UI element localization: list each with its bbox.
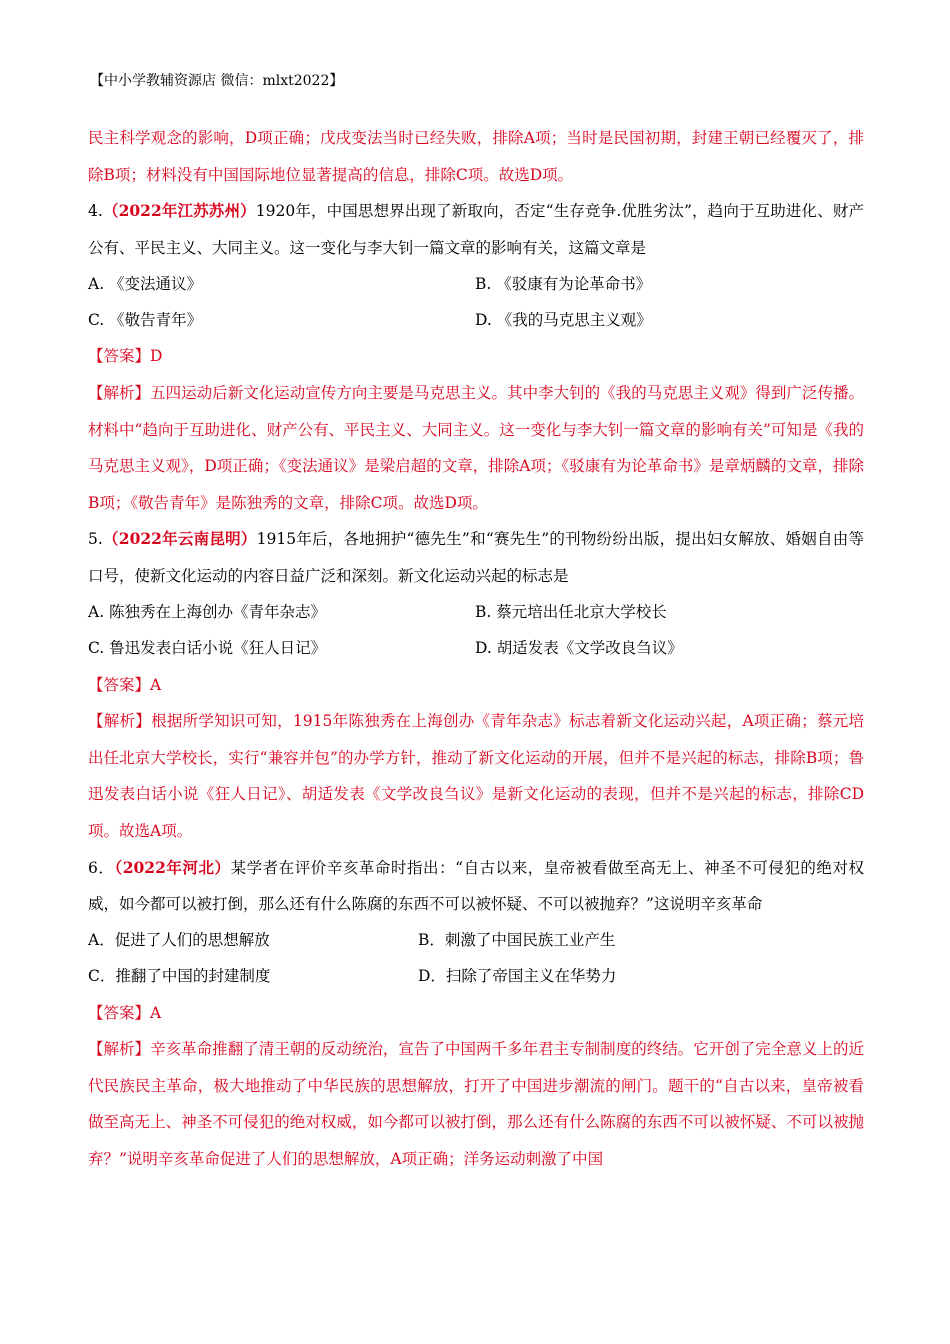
question-6 xyxy=(88,850,864,1178)
question-text: 1915年后，各地拥护“德先生”和“赛先生”的刊物纷纷出版，提出妇女解放、婚姻自由等口号，使新文化运动的内容日益广泛和深刻。新文化运动兴起的标志是 xyxy=(88,530,864,585)
option-c: C. 鲁迅发表白话小说《狂人日记》 xyxy=(88,639,327,658)
options-row xyxy=(88,959,864,995)
answer-line xyxy=(88,995,864,1032)
question-text: 某学者在评价辛亥革命时指出：“自古以来，皇帝被看做至高无上、神圣不可侵犯的绝对权威，如今都可以被打倒，那么还有什么陈腐的东西不可以被怀疑、不可以被抛弃？”这说明辛亥革命 xyxy=(88,858,864,914)
analysis-label: 【解析】 xyxy=(88,712,152,731)
question-text: 1920年，中国思想界出现了新取向，否定“生存竞争.优胜劣汰”，趋向于互助进化、财产公有、平民主义、大同主义。这一变化与李大钊一篇文章的影响有关，这篇文章是 xyxy=(88,202,864,257)
answer-value: A xyxy=(150,1003,162,1022)
options-row xyxy=(88,595,864,631)
options-row xyxy=(88,923,864,959)
answer-line xyxy=(88,338,864,375)
analysis-paragraph xyxy=(88,703,864,849)
answer-line xyxy=(88,667,864,704)
analysis-label: 【解析】 xyxy=(88,1040,151,1059)
question-stem xyxy=(88,193,864,266)
answer-value: A xyxy=(150,675,162,694)
analysis-text: 根据所学知识可知，1915年陈独秀在上海创办《青年杂志》标志着新文化运动兴起，A项正确；蔡元培出任北京大学校长，实行“兼容并包”的办学方针，推动了新文化运动的开展，但并不是兴起的标志，排除B项；鲁迅发表白话小说《狂人日记》、胡适发表《文学改良刍议》是新文化运动的表现，但并不是兴起的标志，排除CD项。故选A项。 xyxy=(88,712,864,840)
analysis-paragraph xyxy=(88,375,864,521)
question-number: 5. xyxy=(88,530,103,549)
options-row xyxy=(88,302,864,338)
content-body xyxy=(88,120,864,1178)
question-source: （2022年云南昆明） xyxy=(102,529,257,549)
analysis-text: 辛亥革命推翻了清王朝的反动统治，宣告了中国两千多年君主专制制度的终结。它开创了完全意义上的近代民族民主革命，极大地推动了中华民族的思想解放，打开了中国进步潮流的闸门。题干的“自古以来，皇帝被看做至高无上、神圣不可侵犯的绝对权威，如今都可以被打倒，那么还有什么陈腐的东西不可以被怀疑、不可以被抛弃？”说明辛亥革命促进了人们的思想解放，A项正确；洋务运动刺激了中国 xyxy=(88,1040,864,1169)
analysis-text: 五四运动后新文化运动宣传方向主要是马克思主义。其中李大钊的《我的马克思主义观》得到广泛传播。材料中“趋向于互助进化、财产公有、平民主义、大同主义。这一变化与李大钊一篇文章的影响有关”可知是《我的马克思主义观》，D项正确；《变法通议》是梁启超的文章，排除A项；《驳康有为论革命书》是章炳麟的文章，排除B项；《敬告青年》是陈独秀的文章，排除C项。故选D项。 xyxy=(88,383,864,512)
option-c: C. 《敬告青年》 xyxy=(88,311,203,330)
question-stem xyxy=(88,521,864,594)
option-a: A. 《变法通议》 xyxy=(88,275,203,294)
analysis-paragraph xyxy=(88,1031,864,1177)
question-source: （2022年河北） xyxy=(114,857,231,877)
option-b: B. 《驳康有为论革命书》 xyxy=(475,275,652,294)
option-b: B．刺激了中国民族工业产生 xyxy=(418,931,616,950)
options-row xyxy=(88,631,864,667)
option-b: B. 蔡元培出任北京大学校长 xyxy=(475,603,667,622)
analysis-label: 【解析】 xyxy=(88,383,151,402)
answer-label: 【答案】 xyxy=(88,675,151,694)
option-a: A. 陈独秀在上海创办《青年杂志》 xyxy=(88,603,327,622)
question-number: 4. xyxy=(88,202,103,221)
options-row xyxy=(88,266,864,302)
question-4 xyxy=(88,193,864,521)
header-watermark: 【中小学教辅资源店 微信：mlxt2022】 xyxy=(90,73,344,89)
answer-label: 【答案】 xyxy=(88,347,151,366)
question-number: 6． xyxy=(88,858,115,877)
option-d: D．扫除了帝国主义在华势力 xyxy=(418,967,617,986)
option-c: C．推翻了中国的封建制度 xyxy=(88,967,271,986)
option-d: D. 胡适发表《文学改良刍议》 xyxy=(475,639,683,658)
question-stem xyxy=(88,850,864,923)
answer-label: 【答案】 xyxy=(88,1003,151,1022)
answer-value: D xyxy=(150,347,163,366)
question-source: （2022年江苏苏州） xyxy=(102,201,256,221)
question-5 xyxy=(88,521,864,849)
option-d: D. 《我的马克思主义观》 xyxy=(475,311,652,330)
option-a: A．促进了人们的思想解放 xyxy=(88,931,270,950)
previous-explanation: 民主科学观念的影响，D项正确；戊戌变法当时已经失败，排除A项；当时是民国初期，封建王朝已经覆灭了，排除B项；材料没有中国国际地位显著提高的信息，排除C项。故选D项。 xyxy=(88,129,864,184)
